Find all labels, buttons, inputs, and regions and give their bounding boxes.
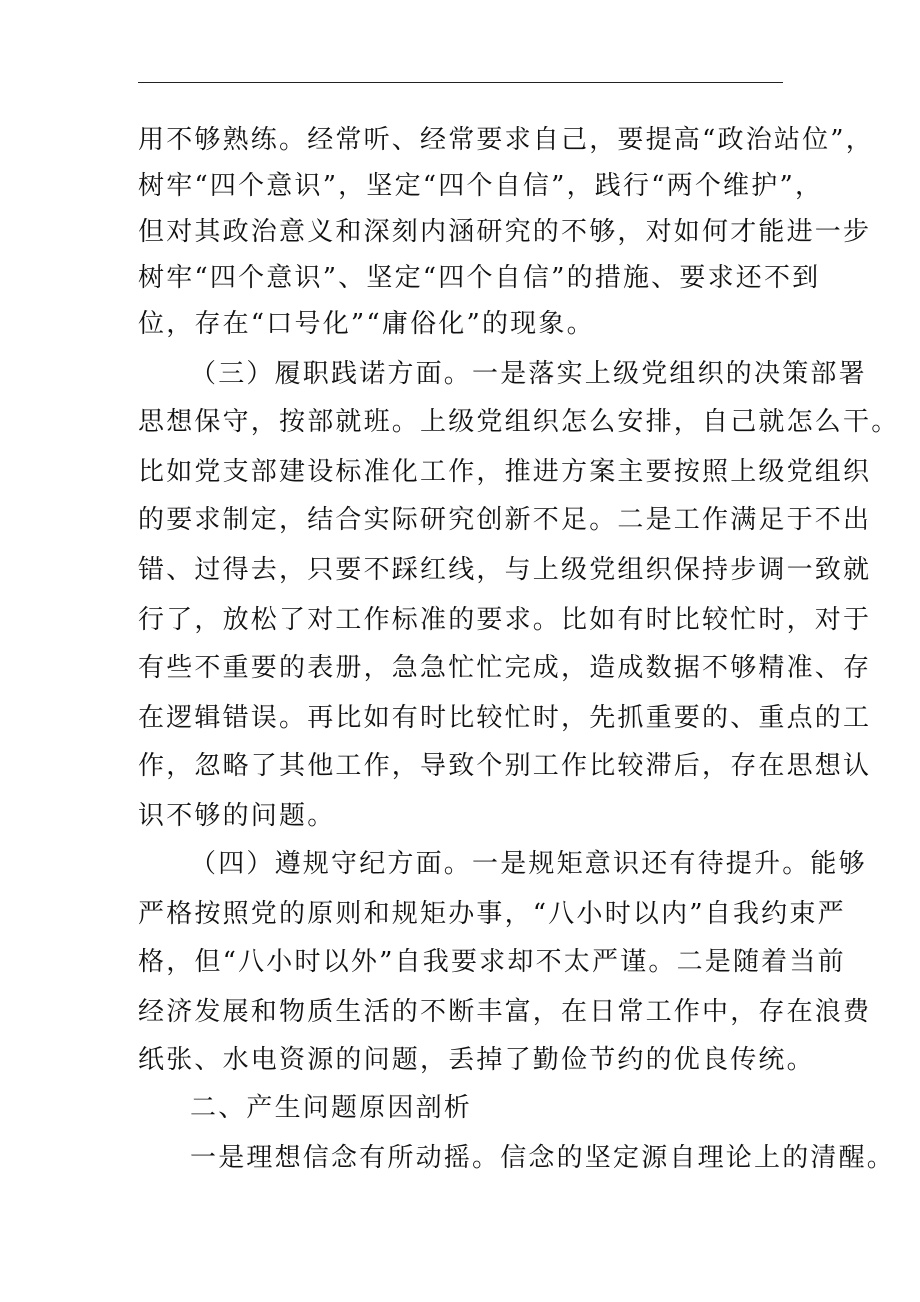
text-line: 错、过得去，只要不踩红线，与上级党组织保持步调一致就 (138, 555, 872, 585)
section-heading-two: 二、产生问题原因剖析 (190, 1093, 473, 1123)
text-line: 比如党支部建设标准化工作，推进方案主要按照上级党组织 (138, 457, 872, 487)
text-line: 的要求制定，结合实际研究创新不足。二是工作满足于不出 (138, 505, 872, 535)
text-line: 树牢“四个意识”，坚定“四个自信”，践行“两个维护”， (138, 171, 824, 201)
text-line: 纸张、水电资源的问题，丢掉了勤俭节约的优良传统。 (138, 1045, 815, 1075)
text-line: 位，存在“口号化”“庸俗化”的现象。 (138, 309, 595, 339)
text-line: 但对其政治意义和深刻内涵研究的不够，对如何才能进一步 (138, 217, 872, 247)
text-line: 严格按照党的原则和规矩办事，“八小时以内”自我约束严 (138, 899, 846, 929)
text-line: 树牢“四个意识”、坚定“四个自信”的措施、要求还不到 (138, 263, 821, 293)
text-line: 识不够的问题。 (138, 801, 336, 831)
text-line: 思想保守，按部就班。上级党组织怎么安排，自己就怎么干。 (138, 407, 900, 437)
text-line: 有些不重要的表册，急急忙忙完成，造成数据不够精准、存 (138, 653, 872, 683)
text-line: 经济发展和物质生活的不断丰富，在日常工作中，存在浪费 (138, 997, 872, 1027)
section-heading-four: （四）遵规守纪方面。一是规矩意识还有待提升。能够 (190, 849, 867, 879)
header-rule (138, 82, 783, 83)
section-heading-three: （三）履职践诺方面。一是落实上级党组织的决策部署 (190, 359, 867, 389)
text-line: 用不够熟练。经常听、经常要求自己，要提高“政治站位”， (138, 125, 874, 155)
text-line: 一是理想信念有所动摇。信念的坚定源自理论上的清醒。 (190, 1143, 896, 1173)
text-line: 在逻辑错误。再比如有时比较忙时，先抓重要的、重点的工 (138, 703, 872, 733)
text-line: 行了，放松了对工作标准的要求。比如有时比较忙时，对于 (138, 605, 872, 635)
text-line: 作，忽略了其他工作，导致个别工作比较滞后，存在思想认 (138, 751, 872, 781)
text-line: 格，但“八小时以外”自我要求却不太严谨。二是随着当前 (138, 947, 846, 977)
